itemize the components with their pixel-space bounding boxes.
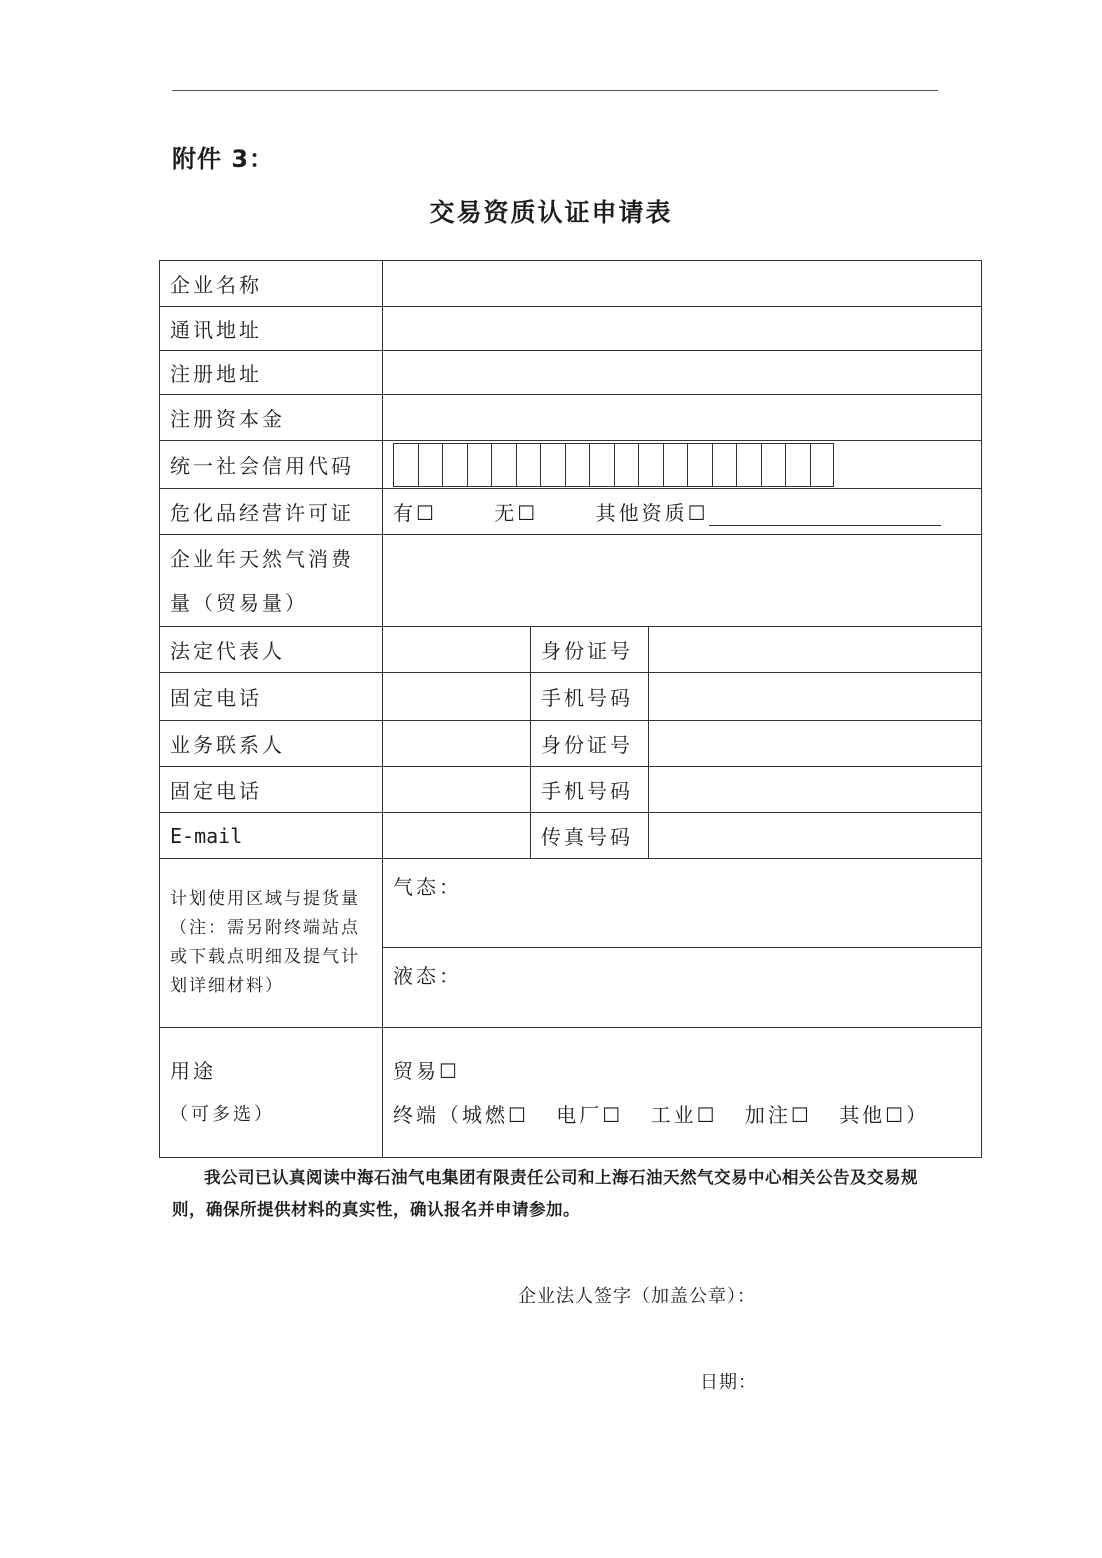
- row-mail-address: [160, 307, 982, 351]
- row-reg-address: [160, 351, 982, 395]
- field-company-name[interactable]: [383, 261, 982, 307]
- credit-code-digit-box[interactable]: [736, 443, 761, 487]
- gas-state-label: 气态：: [393, 875, 462, 899]
- plan-label-text: 计划使用区域与提货量: [170, 889, 360, 909]
- usage-other-checkbox[interactable]: 其他☐）: [839, 1102, 930, 1127]
- credit-code-digit-box[interactable]: [614, 443, 639, 487]
- label-reg-address: 注册地址: [160, 351, 383, 395]
- field-landline-1[interactable]: [383, 673, 531, 721]
- field-reg-address[interactable]: [383, 351, 982, 395]
- label-legal-rep: 法定代表人: [160, 627, 383, 673]
- field-fax[interactable]: [649, 813, 982, 859]
- field-legal-rep[interactable]: [383, 627, 531, 673]
- credit-code-digit-box[interactable]: [442, 443, 467, 487]
- label-mobile-2: 手机号码: [531, 767, 649, 813]
- credit-code-digit-box[interactable]: [687, 443, 712, 487]
- credit-code-digit-box[interactable]: [638, 443, 663, 487]
- row-company-name: [160, 261, 982, 307]
- field-plan-liquid[interactable]: [383, 948, 982, 1028]
- usage-refuel-checkbox[interactable]: 加注☐: [744, 1102, 812, 1127]
- usage-multi-text: （可多选）: [170, 1103, 275, 1125]
- usage-industry-checkbox[interactable]: 工业☐: [650, 1102, 718, 1127]
- row-contact: [160, 721, 982, 767]
- row-usage: [160, 1028, 982, 1158]
- credit-code-digit-box[interactable]: [589, 443, 614, 487]
- field-id-number-1[interactable]: [649, 627, 982, 673]
- credit-code-boxes: [393, 443, 971, 487]
- usage-terminal-line: [393, 1093, 971, 1137]
- declaration-statement: 我公司已认真阅读中海石油气电集团有限责任公司和上海石油天然气交易中心相关公告及交易规则，确保所提供材料的真实性，确认报名并申请参加。: [172, 1168, 918, 1219]
- label-gas-consumption: 企业年天然气消费量（贸易量）: [160, 535, 383, 627]
- field-reg-capital[interactable]: [383, 395, 982, 441]
- usage-label-text: 用途: [170, 1058, 216, 1083]
- row-landline-1: [160, 673, 982, 721]
- label-id-number-1: 身份证号: [531, 627, 649, 673]
- field-plan-gas[interactable]: [383, 859, 982, 948]
- usage-trade-checkbox[interactable]: 贸易☐: [393, 1058, 460, 1083]
- document-title: 交易资质认证申请表: [429, 198, 673, 227]
- hazmat-other-checkbox[interactable]: 其他资质☐: [595, 501, 709, 525]
- label-hazmat-license: 危化品经营许可证: [160, 489, 383, 535]
- credit-code-digit-box[interactable]: [540, 443, 565, 487]
- field-id-number-2[interactable]: [649, 721, 982, 767]
- label-plan: [160, 859, 383, 1028]
- label-contact: 业务联系人: [160, 721, 383, 767]
- hazmat-no-checkbox[interactable]: 无☐: [494, 501, 539, 525]
- row-credit-code: [160, 441, 982, 489]
- credit-code-digit-box[interactable]: [761, 443, 786, 487]
- row-reg-capital: [160, 395, 982, 441]
- field-hazmat-license: [383, 489, 982, 535]
- row-legal-rep: [160, 627, 982, 673]
- credit-code-digit-box[interactable]: [467, 443, 492, 487]
- field-gas-consumption[interactable]: [383, 535, 982, 627]
- credit-code-digit-box[interactable]: [810, 443, 835, 487]
- row-landline-2: [160, 767, 982, 813]
- label-credit-code: 统一社会信用代码: [160, 441, 383, 489]
- field-contact[interactable]: [383, 721, 531, 767]
- liquid-state-label: 液态：: [393, 964, 462, 988]
- credit-code-digit-box[interactable]: [516, 443, 541, 487]
- field-email[interactable]: [383, 813, 531, 859]
- label-reg-capital: 注册资本金: [160, 395, 383, 441]
- hazmat-other-fill-line[interactable]: [709, 505, 941, 526]
- signature-label: 企业法人签字（加盖公章）：: [518, 1286, 756, 1307]
- label-mail-address: 通讯地址: [160, 307, 383, 351]
- label-fax: 传真号码: [531, 813, 649, 859]
- credit-code-digit-box[interactable]: [393, 443, 418, 487]
- credit-code-digit-box[interactable]: [785, 443, 810, 487]
- credit-code-digit-box[interactable]: [712, 443, 737, 487]
- label-email: E-mail: [160, 813, 383, 859]
- credit-code-digit-box[interactable]: [491, 443, 516, 487]
- label-mobile-1: 手机号码: [531, 673, 649, 721]
- attachment-label: 附件 3：: [172, 145, 275, 173]
- credit-code-digit-box[interactable]: [663, 443, 688, 487]
- row-hazmat-license: [160, 489, 982, 535]
- label-landline-1: 固定电话: [160, 673, 383, 721]
- field-usage: [383, 1028, 982, 1158]
- usage-power-checkbox[interactable]: 电厂☐: [556, 1102, 624, 1127]
- label-usage: [160, 1028, 383, 1158]
- row-email: [160, 813, 982, 859]
- usage-city-gas-checkbox[interactable]: 终端（城燃☐: [393, 1102, 529, 1127]
- label-id-number-2: 身份证号: [531, 721, 649, 767]
- credit-code-digit-box[interactable]: [565, 443, 590, 487]
- field-mobile-1[interactable]: [649, 673, 982, 721]
- row-gas-consumption: [160, 535, 982, 627]
- label-company-name: 企业名称: [160, 261, 383, 307]
- top-rule: [172, 90, 938, 91]
- field-credit-code[interactable]: [383, 441, 982, 489]
- label-landline-2: 固定电话: [160, 767, 383, 813]
- application-form: [159, 260, 982, 1158]
- date-label: 日期：: [700, 1372, 757, 1393]
- hazmat-yes-checkbox[interactable]: 有☐: [393, 501, 437, 525]
- field-mobile-2[interactable]: [649, 767, 982, 813]
- plan-note-text: （注：需另附终端站点或下载点明细及提气计划详细材料）: [170, 918, 360, 996]
- row-plan-gas: [160, 859, 982, 948]
- field-landline-2[interactable]: [383, 767, 531, 813]
- field-mail-address[interactable]: [383, 307, 982, 351]
- credit-code-digit-box[interactable]: [418, 443, 443, 487]
